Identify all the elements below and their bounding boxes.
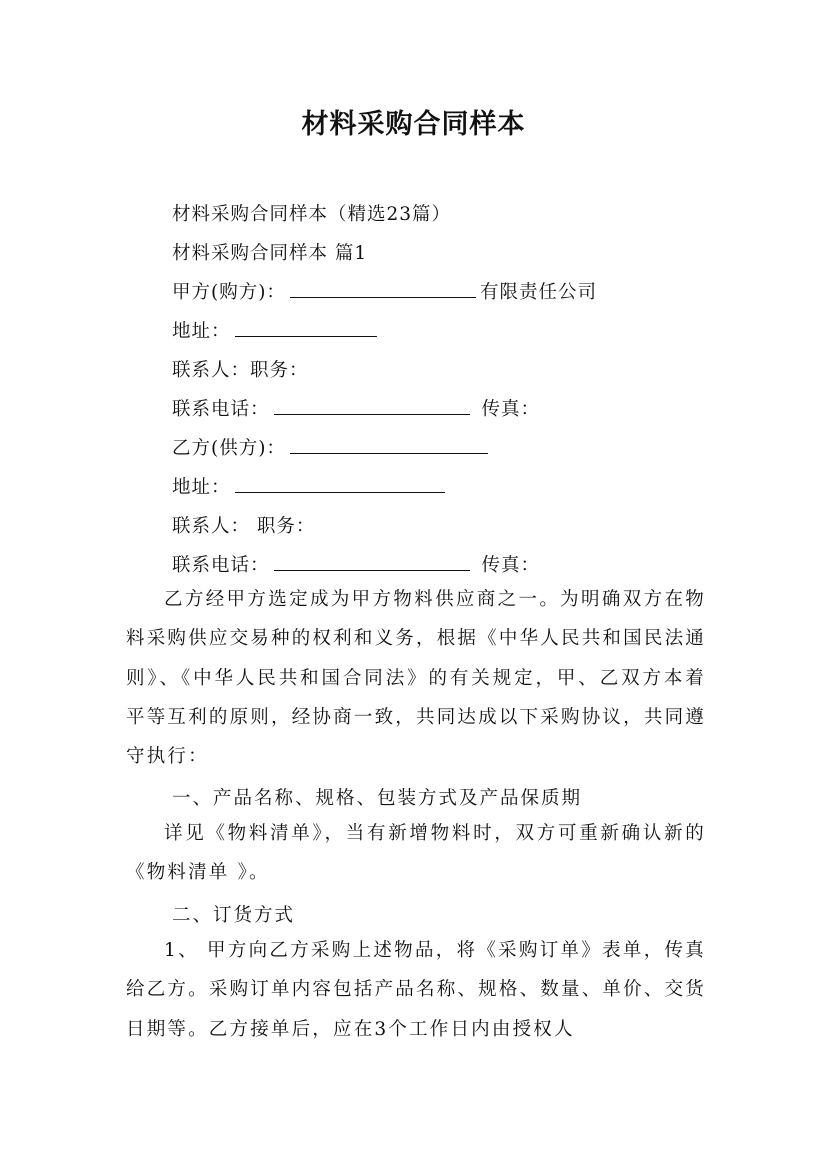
party-a-name-blank: [290, 279, 476, 298]
party-b-line: [172, 434, 492, 460]
clause2-heading: 二、订货方式: [172, 905, 296, 926]
party-b-address-blank: [235, 474, 445, 493]
party-a-address-line: [172, 317, 381, 343]
party-b-fax-label: 传真：: [481, 555, 541, 576]
party-a-address-blank: [235, 318, 377, 337]
party-a-phone-label: 联系电话：: [172, 399, 270, 420]
party-b-label: 乙方(供方)：: [172, 438, 286, 459]
party-b-phone-label: 联系电话：: [172, 555, 270, 576]
party-a-address-label: 地址：: [172, 321, 231, 342]
party-b-phone-blank: [274, 552, 470, 571]
clause2-paragraph: [126, 931, 706, 1049]
party-b-address-label: 地址：: [172, 477, 231, 498]
clause1-paragraph: [126, 814, 706, 893]
intro-paragraph: [126, 580, 706, 776]
party-a-phone-blank: [274, 396, 470, 415]
clause1-text: 详见《物料清单》，当有新增物料时，双方可重新确认新的《物料清单 》。: [126, 823, 706, 884]
clause1-heading: 一、产品名称、规格、包装方式及产品保质期: [172, 788, 583, 809]
party-b-contact-line: 联系人： 职务：: [172, 516, 316, 537]
party-a-fax-label: 传真：: [481, 399, 541, 420]
party-b-phone-line: [172, 551, 540, 577]
document-title: 材料采购合同样本: [301, 109, 526, 140]
party-a-suffix: 有限责任公司: [479, 282, 597, 303]
intro-paragraph-text: 乙方经甲方选定成为甲方物料供应商之一。为明确双方在物料采购供应交易种的权利和义务，根据《中华人民共和国民法通则》、《中华人民共和国合同法》的有关规定，甲、乙双方本着平等互利的原则，经协商一致，共同达成以下采购协议，共同遵守执行：: [126, 589, 706, 768]
party-a-contact-line: 联系人：职务：: [172, 360, 309, 381]
party-a-label: 甲方(购方)：: [172, 282, 286, 303]
party-a-line: [172, 278, 597, 304]
section-heading: 材料采购合同样本 篇1: [172, 243, 368, 264]
document-subtitle: 材料采购合同样本（精选23篇）: [172, 204, 452, 225]
clause2-text: 1、 甲方向乙方采购上述物品，将《采购订单》表单，传真给乙方。采购订单内容包括产品名称、规格、数量、单价、交货日期等。乙方接单后，应在3个工作日内由授权人: [126, 940, 706, 1040]
party-b-name-blank: [290, 435, 488, 454]
party-b-address-line: [172, 473, 449, 499]
party-a-phone-line: [172, 395, 540, 421]
